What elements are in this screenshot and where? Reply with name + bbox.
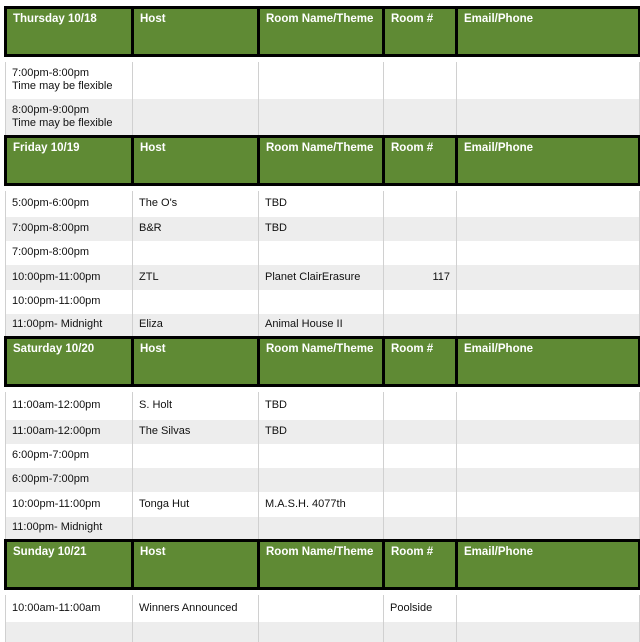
time-cell[interactable] — [6, 290, 133, 314]
host-cell[interactable] — [133, 290, 259, 314]
time-cell[interactable] — [6, 622, 133, 642]
time-slot: 10:00am-11:00am — [12, 601, 101, 614]
room-cell[interactable] — [384, 444, 457, 468]
room-cell[interactable] — [384, 191, 457, 217]
host-cell[interactable]: S. Holt — [133, 392, 259, 420]
column-header: Email/Phone — [457, 8, 640, 56]
table-row — [6, 517, 640, 541]
time-cell[interactable] — [6, 420, 133, 444]
contact-cell[interactable] — [457, 314, 640, 338]
room-cell[interactable] — [384, 99, 457, 137]
column-header: Email/Phone — [457, 137, 640, 185]
time-cell[interactable] — [6, 595, 133, 622]
theme-cell[interactable] — [259, 444, 384, 468]
contact-cell[interactable] — [457, 517, 640, 541]
contact-cell[interactable] — [457, 217, 640, 241]
day-header: Saturday 10/20 — [6, 338, 133, 386]
time-cell[interactable] — [6, 468, 133, 492]
contact-cell[interactable] — [457, 241, 640, 265]
column-header: Room Name/Theme — [259, 541, 384, 589]
table-row — [6, 492, 640, 517]
column-header: Room # — [384, 137, 457, 185]
table-row — [6, 62, 640, 99]
host-cell[interactable] — [133, 468, 259, 492]
room-cell[interactable] — [384, 420, 457, 444]
table-row — [6, 444, 640, 468]
time-slot: 11:00am-12:00pm — [12, 425, 101, 437]
theme-cell[interactable]: TBD — [259, 392, 384, 420]
contact-cell[interactable] — [457, 62, 640, 99]
room-cell[interactable] — [384, 314, 457, 338]
contact-cell[interactable] — [457, 392, 640, 420]
room-cell[interactable] — [384, 392, 457, 420]
schedule-table — [4, 6, 640, 642]
column-header: Host — [133, 8, 259, 56]
contact-cell[interactable] — [457, 265, 640, 290]
theme-cell[interactable]: TBD — [259, 217, 384, 241]
contact-cell[interactable] — [457, 595, 640, 622]
table-row — [6, 314, 640, 338]
room-cell[interactable] — [384, 468, 457, 492]
time-cell[interactable] — [6, 217, 133, 241]
theme-cell[interactable]: Animal House II — [259, 314, 384, 338]
time-slot: 11:00pm- Midnight — [12, 521, 103, 534]
contact-cell[interactable] — [457, 191, 640, 217]
column-header: Host — [133, 338, 259, 386]
table-row — [6, 191, 640, 217]
theme-cell[interactable] — [259, 517, 384, 541]
room-cell[interactable] — [384, 62, 457, 99]
time-slot: 11:00am-12:00pm — [12, 399, 101, 411]
time-slot: 6:00pm-7:00pm — [12, 473, 90, 485]
day-header: Sunday 10/21 — [6, 541, 133, 589]
day-header: Friday 10/19 — [6, 137, 133, 185]
host-cell[interactable]: Winners Announced — [133, 595, 259, 622]
theme-cell[interactable] — [259, 99, 384, 137]
contact-cell[interactable] — [457, 99, 640, 137]
host-cell[interactable]: The O's — [133, 191, 259, 217]
time-slot: 7:00pm-8:00pm — [12, 222, 90, 234]
theme-cell[interactable]: M.A.S.H. 4077th — [259, 492, 384, 517]
theme-cell[interactable] — [259, 468, 384, 492]
schedule-body — [6, 8, 640, 642]
column-header: Room # — [384, 338, 457, 386]
host-cell[interactable] — [133, 622, 259, 642]
room-cell[interactable] — [384, 241, 457, 265]
time-cell[interactable] — [6, 99, 133, 137]
time-slot: 6:00pm-7:00pm — [12, 449, 90, 461]
room-cell[interactable] — [384, 622, 457, 642]
time-slot: 10:00pm-11:00pm — [12, 497, 101, 510]
theme-cell[interactable]: Planet ClairErasure — [259, 265, 384, 290]
contact-cell[interactable] — [457, 290, 640, 314]
host-cell[interactable]: ZTL — [133, 265, 259, 290]
contact-cell[interactable] — [457, 444, 640, 468]
theme-cell[interactable] — [259, 595, 384, 622]
column-header: Room # — [384, 8, 457, 56]
table-row — [6, 217, 640, 241]
time-slot: 10:00pm-11:00pm — [12, 270, 101, 283]
column-header: Host — [133, 541, 259, 589]
time-slot: 10:00pm-11:00pm — [12, 295, 101, 307]
section-header-row — [6, 541, 640, 589]
time-slot: 5:00pm-6:00pm — [12, 197, 90, 209]
theme-cell[interactable] — [259, 62, 384, 99]
column-header: Email/Phone — [457, 338, 640, 386]
room-cell[interactable]: 117 — [384, 265, 457, 290]
time-cell[interactable] — [6, 191, 133, 217]
room-cell[interactable] — [384, 517, 457, 541]
column-header: Room Name/Theme — [259, 137, 384, 185]
time-slot: 11:00pm- Midnight — [12, 318, 103, 331]
host-cell[interactable] — [133, 62, 259, 99]
room-cell[interactable]: Poolside — [384, 595, 457, 622]
table-row — [6, 241, 640, 265]
section-header-row — [6, 8, 640, 56]
theme-cell[interactable]: TBD — [259, 420, 384, 444]
day-header: Thursday 10/18 — [6, 8, 133, 56]
section-header-row — [6, 137, 640, 185]
room-cell[interactable] — [384, 492, 457, 517]
host-cell[interactable]: Eliza — [133, 314, 259, 338]
table-row — [6, 265, 640, 290]
contact-cell[interactable] — [457, 468, 640, 492]
room-cell[interactable] — [384, 290, 457, 314]
room-cell[interactable] — [384, 217, 457, 241]
column-header: Email/Phone — [457, 541, 640, 589]
host-cell[interactable]: B&R — [133, 217, 259, 241]
column-header: Room Name/Theme — [259, 8, 384, 56]
table-row — [6, 622, 640, 642]
time-cell[interactable] — [6, 444, 133, 468]
host-cell[interactable] — [133, 444, 259, 468]
time-slot: 7:00pm-8:00pm — [12, 246, 90, 258]
table-row — [6, 99, 640, 137]
host-cell[interactable]: The Silvas — [133, 420, 259, 444]
table-row — [6, 468, 640, 492]
host-cell[interactable]: Tonga Hut — [133, 492, 259, 517]
theme-cell[interactable]: TBD — [259, 191, 384, 217]
time-cell[interactable] — [6, 62, 133, 99]
column-header: Room # — [384, 541, 457, 589]
contact-cell[interactable] — [457, 622, 640, 642]
host-cell[interactable] — [133, 241, 259, 265]
host-cell[interactable] — [133, 517, 259, 541]
table-row — [6, 290, 640, 314]
table-row — [6, 595, 640, 622]
time-cell[interactable] — [6, 265, 133, 290]
contact-cell[interactable] — [457, 420, 640, 444]
theme-cell[interactable] — [259, 290, 384, 314]
time-cell[interactable] — [6, 392, 133, 420]
column-header: Room Name/Theme — [259, 338, 384, 386]
time-slot: 7:00pm-8:00pm — [12, 67, 90, 79]
time-cell[interactable] — [6, 314, 133, 338]
time-cell[interactable] — [6, 241, 133, 265]
table-row — [6, 392, 640, 420]
contact-cell[interactable] — [457, 492, 640, 517]
time-cell[interactable] — [6, 492, 133, 517]
theme-cell[interactable] — [259, 241, 384, 265]
theme-cell[interactable] — [259, 622, 384, 642]
section-header-row — [6, 338, 640, 386]
time-note: Time may be flexible — [12, 116, 113, 129]
table-row — [6, 420, 640, 444]
host-cell[interactable] — [133, 99, 259, 137]
time-note: Time may be flexible — [12, 80, 113, 92]
time-cell[interactable] — [6, 517, 133, 541]
column-header: Host — [133, 137, 259, 185]
time-slot: 8:00pm-9:00pm — [12, 103, 90, 116]
